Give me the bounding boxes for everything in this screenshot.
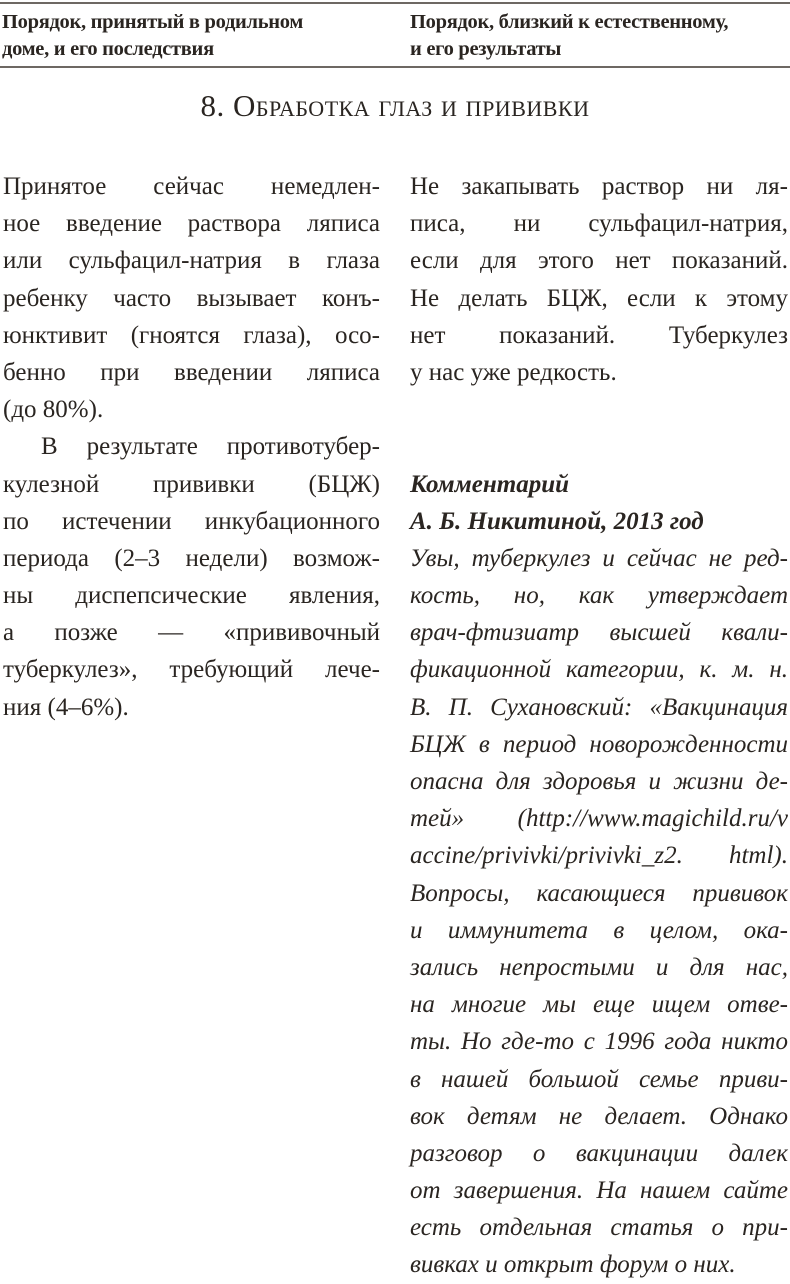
text-line: accine/privivki/privivki_z2. html). bbox=[410, 842, 788, 870]
text-line: если для этого нет показаний. bbox=[410, 247, 788, 275]
text-line: ребенку часто вызывает конъ- bbox=[3, 284, 380, 312]
text-line: (до 80%). bbox=[3, 396, 104, 424]
text-line: Не закапывать раствор ни ля- bbox=[410, 173, 788, 200]
header-left bbox=[2, 9, 387, 63]
text-line: В. П. Сухановский: «Вакцинация bbox=[410, 693, 788, 721]
text-line: ны диспепсические явления, bbox=[3, 582, 380, 610]
text-line: Принятое сейчас немедлен- bbox=[3, 173, 380, 200]
section-title: 8. Обработка глаз и прививки bbox=[200, 88, 590, 123]
text-line: зались непростыми и для нас, bbox=[410, 953, 788, 981]
comment-heading: А. Б. Никитиной, 2013 год bbox=[410, 507, 704, 535]
comment-heading: Комментарий bbox=[410, 470, 570, 498]
text-line: есть отдельная статья о при- bbox=[410, 1214, 788, 1242]
text-line: врач-фтизиатр высшей квали- bbox=[410, 619, 788, 647]
text-line: периода (2–3 недели) возмож- bbox=[3, 544, 380, 572]
text-line: ты. Но где-то с 1996 года никто bbox=[410, 1028, 788, 1056]
header-left-line: доме, и его последствия bbox=[2, 38, 214, 60]
header-right-line: Порядок, близкий к естественному, bbox=[410, 11, 729, 33]
text-line: кость, но, как утверждает bbox=[410, 582, 788, 610]
text-line: опасна для здоровья и жизни де- bbox=[410, 768, 788, 795]
text-line: В результате противотубер- bbox=[41, 433, 380, 461]
text-line: вивках и открыт форум о них. bbox=[410, 1251, 736, 1279]
header-left-line: Порядок, принятый в родильном bbox=[2, 11, 304, 33]
text-line: разговор о вакцинации далек bbox=[410, 1139, 788, 1167]
text-line: а позже — «прививочный bbox=[3, 619, 380, 647]
text-line: БЦЖ в период новорожденности bbox=[410, 730, 788, 758]
paragraph-gap bbox=[410, 391, 788, 428]
text-line: кулезной прививки (БЦЖ) bbox=[3, 470, 380, 498]
text-line: писа, ни сульфацил-натрия, bbox=[410, 210, 788, 238]
text-line: нет показаний. Туберкулез bbox=[410, 321, 788, 349]
text-line: по истечении инкубационного bbox=[3, 507, 380, 535]
text-line: Вопросы, касающиеся прививок bbox=[410, 879, 788, 907]
text-line: вок детям не делает. Однако bbox=[410, 1102, 788, 1130]
paragraph-gap bbox=[410, 428, 788, 465]
text-line: или сульфацил-натрия в глаза bbox=[3, 247, 380, 275]
header-right-line: и его результаты bbox=[410, 38, 562, 60]
right-column bbox=[410, 168, 788, 1284]
left-column bbox=[3, 168, 380, 726]
text-line: бенно при введении ляписа bbox=[3, 358, 380, 386]
text-line: Увы, туберкулез и сейчас не ред- bbox=[410, 544, 788, 572]
text-line: туберкулез», требующий лече- bbox=[3, 656, 380, 684]
text-line: в нашей большой семье приви- bbox=[410, 1065, 788, 1093]
text-line: тей» (http://www.magichild.ru/v bbox=[410, 805, 788, 833]
text-line: у нас уже редкость. bbox=[410, 358, 617, 386]
text-line: фикационной категории, к. м. н. bbox=[410, 656, 788, 684]
text-line: на многие мы еще ищем отве- bbox=[410, 991, 788, 1019]
text-line: ния (4–6%). bbox=[3, 693, 129, 721]
column-header bbox=[0, 2, 790, 68]
header-right bbox=[410, 9, 790, 63]
text-line: Не делать БЦЖ, если к этому bbox=[410, 284, 788, 312]
text-line: и иммунитета в целом, ока- bbox=[410, 916, 788, 944]
text-line: ное введение раствора ляписа bbox=[3, 210, 380, 238]
text-line: юнктивит (гноятся глаза), осо- bbox=[3, 321, 380, 349]
text-line: от завершения. На нашем сайте bbox=[410, 1177, 788, 1205]
